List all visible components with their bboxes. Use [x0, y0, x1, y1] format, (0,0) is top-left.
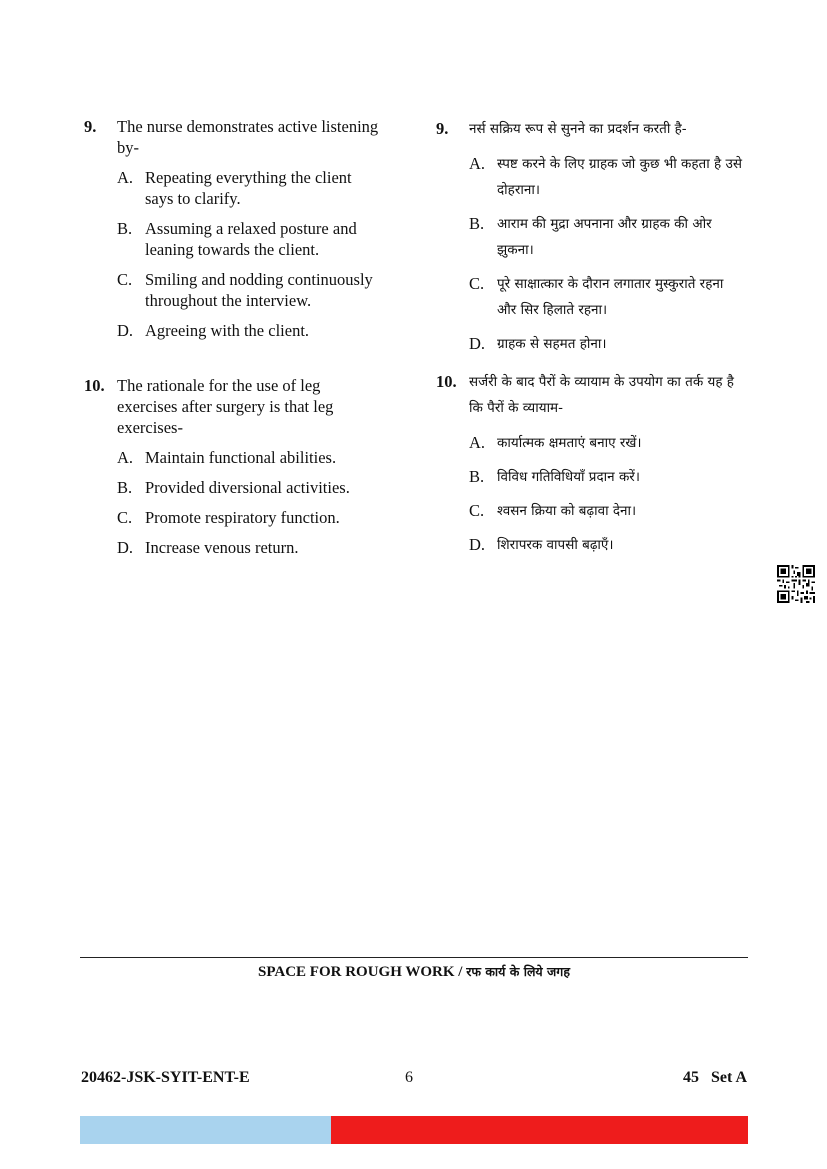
option-c — [469, 498, 746, 524]
option-text: श्वसन क्रिया को बढ़ावा देना। — [497, 503, 637, 519]
option-text: स्पष्ट करने के लिए ग्राहक जो कुछ भी कहता है उसे दोहराना। — [497, 156, 742, 198]
set-info — [683, 1069, 747, 1087]
option-a — [117, 447, 384, 468]
option-label: C. — [117, 270, 133, 289]
paper-code: 20462-JSK-SYIT-ENT-E — [81, 1069, 250, 1086]
option-b — [469, 211, 746, 263]
rough-work-heading — [80, 963, 748, 981]
hindi-column — [436, 116, 746, 566]
question-number: 9. — [436, 119, 449, 138]
question-text: The rationale for the use of leg exercises after surgery is that leg exercises- — [117, 376, 334, 437]
option-label: B. — [469, 214, 485, 233]
option-text: आराम की मुद्रा अपनाना और ग्राहक की ओर झुकना। — [497, 216, 712, 258]
options-list — [117, 447, 384, 558]
options-list — [469, 151, 746, 357]
question-10-en — [84, 375, 384, 558]
options-list — [469, 430, 746, 558]
rough-work-english: SPACE FOR ROUGH WORK / — [258, 964, 463, 980]
page-number: 6 — [405, 1069, 413, 1086]
option-a — [469, 151, 746, 203]
question-number: 10. — [84, 376, 105, 395]
option-text: Provided diversional activities. — [145, 478, 350, 497]
question-text: नर्स सक्रिय रूप से सुनने का प्रदर्शन करती है- — [469, 121, 687, 137]
option-label: C. — [469, 274, 485, 293]
option-label: B. — [469, 467, 485, 486]
options-list — [117, 167, 384, 341]
question-10-hi — [436, 369, 746, 558]
option-text: Repeating everything the client says to clarify. — [145, 168, 352, 208]
option-label: D. — [469, 334, 486, 353]
option-text: Assuming a relaxed posture and leaning towards the client. — [145, 219, 357, 259]
option-label: D. — [117, 321, 134, 340]
option-label: B. — [117, 219, 133, 238]
question-text: The nurse demonstrates active listening by- — [117, 117, 379, 157]
option-label: A. — [469, 154, 486, 173]
option-text: Promote respiratory function. — [145, 508, 340, 527]
option-c — [469, 271, 746, 323]
question-text: सर्जरी के बाद पैरों के व्यायाम के उपयोग का तर्क यह है कि पैरों के व्यायाम- — [469, 374, 734, 416]
option-text: Maintain functional abilities. — [145, 448, 337, 467]
question-count: 45 — [683, 1069, 699, 1086]
option-text: शिरापरक वापसी बढ़ाएँ। — [497, 537, 614, 553]
option-label: A. — [469, 433, 486, 452]
option-text: कार्यात्मक क्षमताएं बनाए रखें। — [497, 435, 642, 451]
option-text: ग्राहक से सहमत होना। — [497, 336, 607, 352]
option-d — [117, 320, 384, 341]
footer-bar-blue — [80, 1116, 331, 1144]
option-label: A. — [117, 448, 134, 467]
option-label: D. — [117, 538, 134, 557]
option-b — [117, 477, 384, 498]
footer-bar-red — [331, 1116, 748, 1144]
question-9-hi — [436, 116, 746, 357]
question-number: 10. — [436, 372, 457, 391]
question-9-en — [84, 116, 384, 341]
set-label: Set A — [711, 1069, 747, 1086]
option-c — [117, 269, 384, 311]
option-text: Smiling and nodding continuously throughout the interview. — [145, 270, 373, 310]
option-d — [469, 331, 746, 357]
option-text: विविध गतिविधियाँ प्रदान करें। — [497, 469, 640, 485]
option-a — [469, 430, 746, 456]
option-label: A. — [117, 168, 134, 187]
option-d — [469, 532, 746, 558]
question-number: 9. — [84, 117, 97, 136]
rough-work-hindi: रफ कार्य के लिये जगह — [466, 964, 570, 979]
rough-work-divider — [80, 957, 748, 958]
option-c — [117, 507, 384, 528]
option-d — [117, 537, 384, 558]
option-a — [117, 167, 384, 209]
option-label: D. — [469, 535, 486, 554]
option-label: B. — [117, 478, 133, 497]
option-text: पूरे साक्षात्कार के दौरान लगातार मुस्कुराते रहना और सिर हिलाते रहना। — [497, 276, 724, 318]
option-label: C. — [469, 501, 485, 520]
option-b — [117, 218, 384, 260]
option-b — [469, 464, 746, 490]
qr-code-icon — [777, 565, 815, 603]
option-text: Agreeing with the client. — [145, 321, 310, 340]
option-text: Increase venous return. — [145, 538, 299, 557]
english-column — [84, 116, 384, 567]
option-label: C. — [117, 508, 133, 527]
